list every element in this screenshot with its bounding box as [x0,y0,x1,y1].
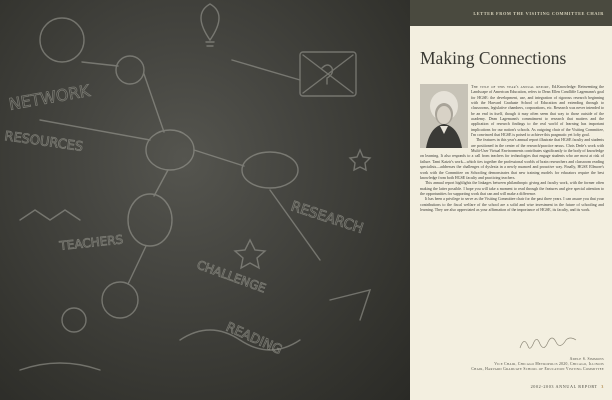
chalk-word-3: RESEARCH [288,198,366,238]
paragraph-1-text: Ed.Knowledge: Reinventing the Landscape of American Education, refers to Dean Ellen Condliffe Lagemann's goal for HGSE: the development, use, and integration of rigorous research beginning with the Harvard Graduate School of Education and extending through to classrooms, legislative chambers, corporations, etc. Research was never intended to be an end in itself, though it may often seem that way to those outside of the academy. Dean Lagemann's commitment to research that matters and the application of research findings to the real world of learning has important implications for our nation's schools. As outgoing chair of the Visiting Committee, I'm convinced that HGSE is poised to achieve this pragmatic yet lofty goal. [471,84,604,138]
signoff-block [414,357,604,372]
paragraph-3: This annual report highlights the linkages between philanthropic giving and faculty work, with the former often making the latter possible. I hope you will take a moment to read through the features and give special attention to the opportunities for supporting work that can and will make a difference. [420,180,604,196]
signoff-line-1: Vice Chair, Chicago Metropolis 2020, Chicago, Illinois [494,362,604,367]
chalk-word-4: CHALLENGE [194,257,268,296]
chalk-word-5: READING [223,319,285,358]
letter-body [420,84,604,212]
signature [518,336,580,352]
lead-in: The title of this year's annual report, [471,84,551,89]
page-number: 3 [601,384,604,389]
chalk-word-6: TEACHERS [58,232,124,253]
page-title: Making Connections [420,48,567,68]
page-footer [531,384,604,389]
chalk-word-1: NETWORK [7,81,92,114]
paragraph-2: The features in this year's annual report illustrate that HGSE faculty and students are positioned in the center of the research/practice nexus. Chris Dede's work with Multi-User Virtual Environments contributes significantly to the body of knowledge on learning. It also responds to a call from teachers for technologies that engage students who are most at risk of failure. Tami Katzir's work—which ties together the professional worlds of brain researchers and classroom reading specialists—addresses the challenges of dyslexia in a newly nuanced and proactive way. Finally, HGSE Ellmore's work with the Committee on Schooling demonstrates that new training models for educators require the best knowledge from both HGSE faculty and practicing teachers. [420,137,604,180]
portrait-spacer [420,84,471,150]
signoff-line-2: Chair, Harvard Graduate School of Education Visiting Committee [471,367,604,372]
footer-label: 2002-2003 ANNUAL REPORT [530,384,598,389]
chalk-word-2: RESOURCES [3,129,84,155]
section-header [410,0,612,26]
paragraph-4: It has been a privilege to serve as the Visiting Committee chair for the past three years. I can assure you that your contributions to the fiscal welfare of the school are a solid and wise investment in the future of schooling and learning. They are also appreciated as your affirmation of the importance of HGSE, its faculty, and its work. [420,196,604,212]
signoff-name: Adele S. Simmons [569,357,604,361]
section-label: LETTER FROM THE VISITING COMMITTEE CHAIR [473,11,604,16]
